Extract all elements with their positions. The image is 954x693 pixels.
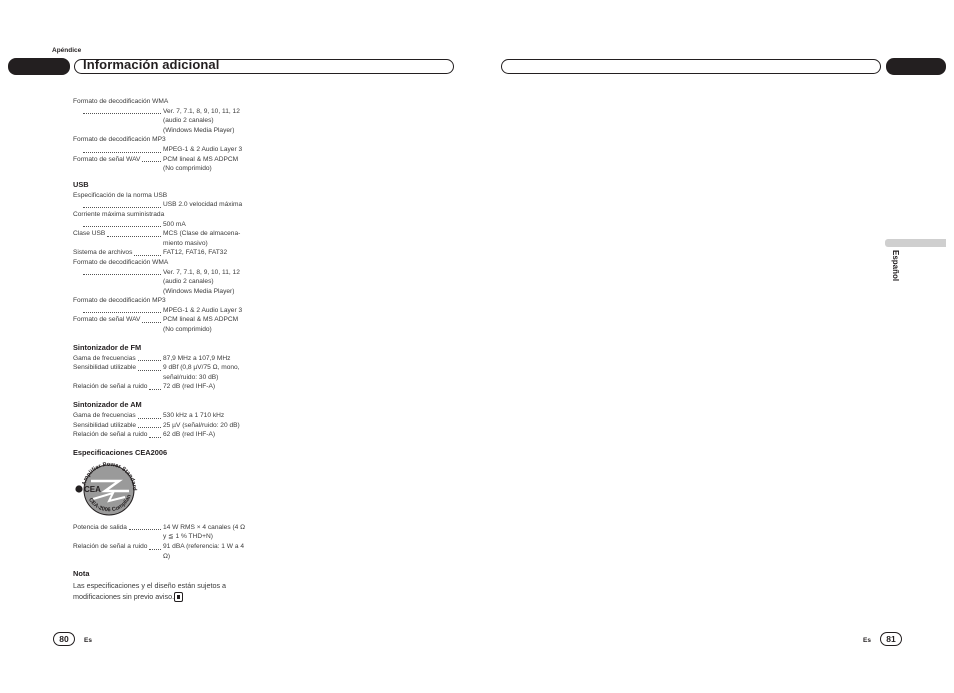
right-title-bar [501, 59, 881, 74]
spec-block-fm [73, 354, 255, 392]
usb-heading: USB [73, 179, 89, 189]
leader-dots [138, 427, 161, 428]
language-tab [885, 239, 946, 247]
spec-label: Formato de decodificación MP3 [73, 136, 166, 144]
spec-row [73, 220, 255, 230]
leader-dots [138, 360, 161, 361]
spec-value-line: miento masivo) [163, 239, 208, 247]
spec-row [73, 268, 255, 297]
spec-row [73, 248, 255, 258]
left-header-tab [8, 58, 70, 75]
spec-label: Gama de frecuencias [73, 354, 136, 362]
nota-line: modificaciones sin previo aviso. [73, 591, 255, 602]
spec-row [73, 523, 255, 542]
leader-dots [138, 370, 161, 371]
spec-label: Relación de señal a ruido [73, 383, 148, 391]
spec-value [163, 315, 255, 334]
spec-row [73, 258, 255, 268]
fm-heading: Sintonizador de FM [73, 342, 142, 352]
spec-label-cell [73, 363, 163, 373]
spec-value-line: PCM lineal & MS ADPCM [163, 316, 239, 324]
am-heading: Sintonizador de AM [73, 400, 142, 410]
cea-logo [73, 461, 255, 519]
spec-label: Relación de señal a ruido [73, 543, 148, 550]
spec-value [163, 200, 255, 210]
leader-dots [83, 226, 161, 227]
svg-text:CEA-2006 Compliant: CEA-2006 Complian [87, 493, 133, 514]
end-of-section-icon [174, 592, 183, 602]
spec-value [163, 411, 255, 421]
section-label: Apéndice [52, 47, 82, 54]
leader-dots [142, 161, 161, 162]
spec-value [163, 229, 255, 248]
spec-value-line: (audio 2 canales) [163, 117, 214, 125]
leader-dots [142, 322, 161, 323]
spec-label: Sistema de archivos [73, 249, 133, 257]
spec-block-am [73, 411, 255, 440]
spec-row [73, 315, 255, 334]
spec-label: Potencia de salida [73, 523, 127, 531]
left-language-code: Es [84, 637, 92, 644]
spec-value-line: MCS (Clase de almacena- [163, 230, 241, 238]
language-label: Español [891, 250, 900, 282]
leader-dots [83, 274, 161, 275]
spec-value [163, 430, 255, 440]
cea-heading: Especificaciones CEA2006 [73, 447, 168, 457]
spec-row [73, 296, 255, 306]
leader-dots [83, 312, 161, 313]
spec-label-cell [73, 430, 163, 440]
spec-row [73, 411, 255, 421]
spec-block-cea [73, 523, 255, 561]
spec-value-line: USB 2.0 velocidad máxima [163, 201, 243, 209]
spec-row [73, 97, 255, 107]
leader-dots [83, 152, 161, 153]
spec-label: Formato de señal WAV [73, 155, 141, 163]
leader-dots [134, 255, 161, 256]
spec-label: Clase USB [73, 230, 106, 238]
nota-heading: Nota [73, 569, 90, 579]
spec-row [73, 200, 255, 210]
spec-value-line: Ω) [163, 552, 171, 560]
spec-row [73, 229, 255, 248]
spec-value-line: (Windows Media Player) [163, 287, 235, 295]
spec-label: Relación de señal a ruido [73, 431, 148, 439]
leader-dots [83, 207, 161, 208]
leader-dots [149, 549, 161, 550]
spec-value [163, 145, 255, 155]
spec-label: Formato de decodificación MP3 [73, 297, 166, 305]
spec-label: Formato de decodificación WMA [73, 98, 169, 105]
spec-label: Formato de decodificación WMA [73, 258, 169, 266]
page-title: Información adicional [83, 57, 220, 72]
spec-value-line: 25 µV (señal/ruido: 20 dB) [163, 421, 240, 429]
nota-text [73, 580, 255, 602]
spec-value-line: 14 W RMS × 4 canales (4 Ω [163, 523, 246, 531]
spec-value-line: MPEG-1 & 2 Audio Layer 3 [163, 306, 243, 314]
spec-value-line: 62 dB (red IHF-A) [163, 431, 216, 439]
spec-row [73, 382, 255, 392]
leader-dots [83, 113, 161, 114]
spec-value-line: Ver. 7, 7.1, 8, 9, 10, 11, 12 [163, 268, 240, 276]
spec-value [163, 542, 255, 561]
spec-label: Especificación de la norma USB [73, 191, 168, 199]
spec-value [163, 523, 255, 542]
spec-value [163, 107, 255, 136]
spec-label-cell [73, 220, 163, 230]
spec-value [163, 248, 255, 258]
cea-compliant-seal-icon [73, 461, 143, 519]
spec-row [73, 155, 255, 174]
spec-label-cell [73, 542, 163, 552]
spec-row [73, 354, 255, 364]
spec-value-line: PCM lineal & MS ADPCM [163, 155, 239, 163]
spec-block-usb [73, 191, 255, 335]
spec-value [163, 155, 255, 174]
spec-label-cell [73, 523, 163, 533]
spec-row [73, 145, 255, 155]
spec-row [73, 210, 255, 220]
spec-row [73, 191, 255, 201]
spec-value [163, 220, 255, 230]
spec-value-line: (No comprimido) [163, 165, 212, 173]
spec-label-cell [73, 155, 163, 165]
spec-value-line: 9 dBf (0,8 µV/75 Ω, mono, [163, 364, 240, 372]
leader-dots [107, 236, 161, 237]
spec-value [163, 354, 255, 364]
spec-label-cell [73, 229, 163, 239]
leader-dots [149, 389, 161, 390]
spec-value-line: (Windows Media Player) [163, 126, 235, 134]
spec-row [73, 107, 255, 136]
spec-value [163, 421, 255, 431]
spec-value [163, 268, 255, 297]
spec-value [163, 382, 255, 392]
spec-label-cell [73, 107, 163, 117]
spec-value-line: y ≦ 1 % THD+N) [163, 533, 213, 541]
spec-label-cell [73, 421, 163, 431]
spec-column [73, 97, 255, 602]
spec-label-cell [73, 145, 163, 155]
right-language-code: Es [863, 637, 871, 644]
spec-row [73, 542, 255, 561]
spec-label-cell [73, 382, 163, 392]
spec-label: Corriente máxima suministrada [73, 210, 165, 218]
spec-value [163, 363, 255, 382]
spec-row [73, 363, 255, 382]
right-page-number: 81 [880, 632, 902, 646]
spec-label-cell [73, 354, 163, 364]
leader-dots [149, 437, 161, 438]
spec-value-line: FAT12, FAT16, FAT32 [163, 249, 228, 257]
spec-value-line: MPEG-1 & 2 Audio Layer 3 [163, 145, 243, 153]
svg-text:CEA: CEA [84, 484, 101, 494]
spec-value [163, 306, 255, 316]
spec-label: Sensibilidad utilizable [73, 364, 137, 372]
spec-label: Sensibilidad utilizable [73, 421, 137, 429]
spec-value-line: señal/ruido: 30 dB) [163, 373, 219, 381]
spec-value-line: 91 dBA (referencia: 1 W a 4 [163, 543, 244, 550]
left-page-number: 80 [53, 632, 75, 646]
spec-label-cell [73, 306, 163, 316]
spec-row [73, 306, 255, 316]
spec-label-cell [73, 200, 163, 210]
spec-value-line: 530 kHz a 1 710 kHz [163, 412, 225, 420]
spec-row [73, 135, 255, 145]
spec-label-cell [73, 411, 163, 421]
spec-value-line: 72 dB (red IHF-A) [163, 383, 216, 391]
spec-row [73, 421, 255, 431]
spec-label-cell [73, 268, 163, 278]
spec-value-line: 87,9 MHz a 107,9 MHz [163, 354, 231, 362]
nota-line: Las especificaciones y el diseño están sujetos a [73, 581, 227, 591]
spec-label-cell [73, 248, 163, 258]
spec-value-line: 500 mA [163, 220, 186, 228]
spec-label-cell [73, 315, 163, 325]
right-header-tab [886, 58, 946, 75]
spec-value-line: (No comprimido) [163, 326, 212, 334]
spec-value-line: Ver. 7, 7.1, 8, 9, 10, 11, 12 [163, 107, 240, 115]
spec-value-line: (audio 2 canales) [163, 278, 214, 286]
spec-row [73, 430, 255, 440]
spec-block-decoding [73, 97, 255, 174]
spec-label: Gama de frecuencias [73, 412, 136, 420]
leader-dots [138, 418, 161, 419]
leader-dots [129, 529, 161, 530]
svg-text:Amplifier Power Standard: Amplifier Power Standard [81, 461, 138, 491]
spec-label: Formato de señal WAV [73, 316, 141, 324]
